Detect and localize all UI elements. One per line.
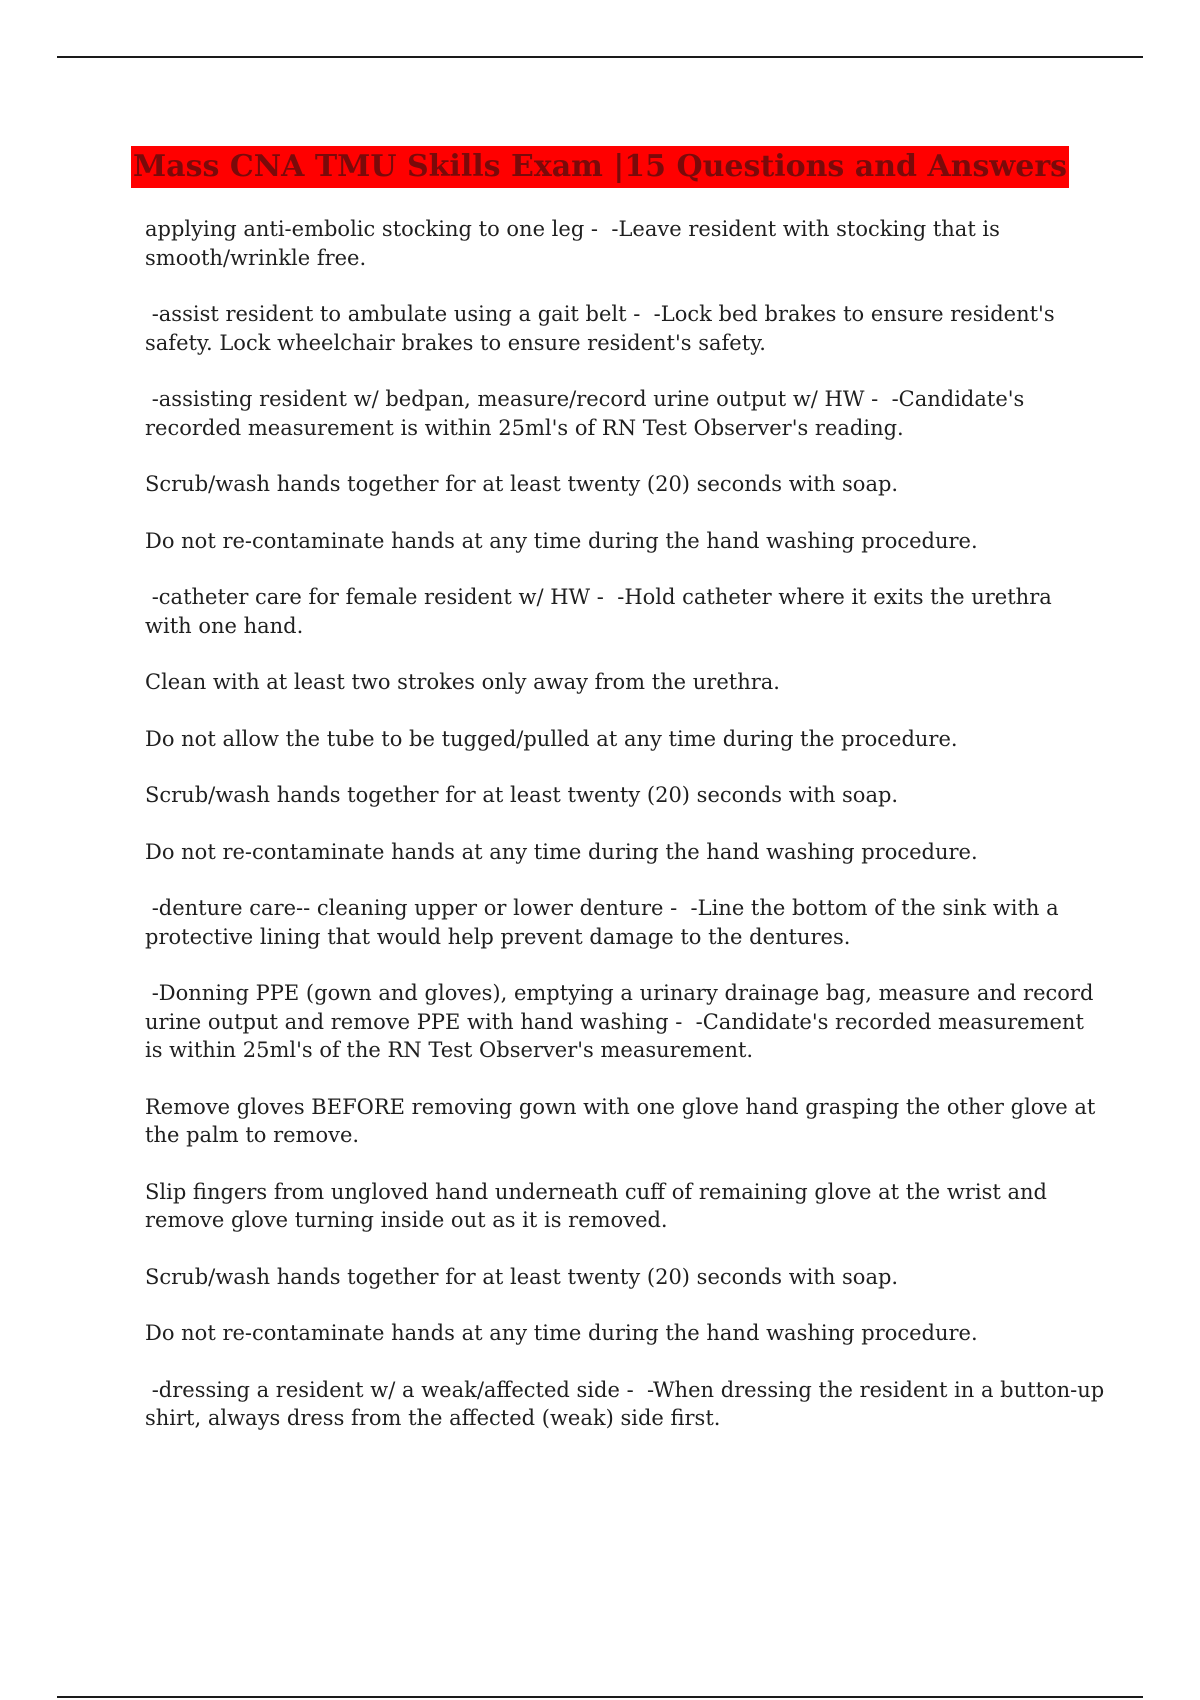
footer-rule (57, 1696, 1143, 1698)
paragraph: Scrub/wash hands together for at least twenty (20) seconds with soap. (145, 783, 899, 807)
paragraph: Do not re-contaminate hands at any time during the hand washing procedure. (145, 528, 978, 553)
paragraph: Do not re-contaminate hands at any time during the hand washing procedure. (145, 1321, 978, 1345)
paragraph: Do not re-contaminate hands at any time during the hand washing procedure. (145, 839, 978, 864)
paragraph: -assist resident to ambulate using a gait belt - -Lock bed brakes to ensure resident's safety. Lock wheelchair brakes to ensure resident's safety. (145, 302, 1062, 355)
paragraph: Scrub/wash hands together for at least twenty (20) seconds with soap. (145, 472, 899, 496)
paragraph: -denture care-- cleaning upper or lower denture - -Line the bottom of the sink with a protective lining that would help prevent damage to the dentures. (145, 896, 1066, 949)
paragraph: Do not allow the tube to be tugged/pulled at any time during the procedure. (145, 726, 958, 751)
paragraph: -dressing a resident w/ a weak/affected side - -When dressing the resident in a button-up shirt, always dress from the affected (weak) side first. (145, 1377, 1111, 1430)
paragraph: Clean with at least two strokes only away from the urethra. (145, 670, 780, 694)
paragraph: Slip fingers from ungloved hand underneath cuff of remaining glove at the wrist and remove glove turning inside out as it is removed. (145, 1179, 1054, 1232)
paragraph: applying anti-embolic stocking to one leg - -Leave resident with stocking that is smooth/wrinkle free. (145, 217, 1007, 270)
header-rule (57, 56, 1143, 58)
title-container (0, 146, 1200, 188)
paragraph: -assisting resident w/ bedpan, measure/record urine output w/ HW - -Candidate's recorded measurement is within 25ml's of RN Test Observer's reading. (145, 387, 1032, 440)
paragraph: -Donning PPE (gown and gloves), emptying a urinary drainage bag, measure and record urine output and remove PPE with hand washing - -Candidate's recorded measurement is within 25ml's of the RN Test Observer's measurement. (145, 981, 1101, 1062)
document-body (145, 215, 1111, 1461)
paragraph: Scrub/wash hands together for at least twenty (20) seconds with soap. (145, 1264, 899, 1289)
paragraph: Remove gloves BEFORE removing gown with one glove hand grasping the other glove at the palm to remove. (145, 1094, 1103, 1147)
paragraph: -catheter care for female resident w/ HW - -Hold catheter where it exits the urethra with one hand. (145, 585, 1059, 638)
document-title: Mass CNA TMU Skills Exam |15 Questions and Answers (131, 146, 1069, 188)
